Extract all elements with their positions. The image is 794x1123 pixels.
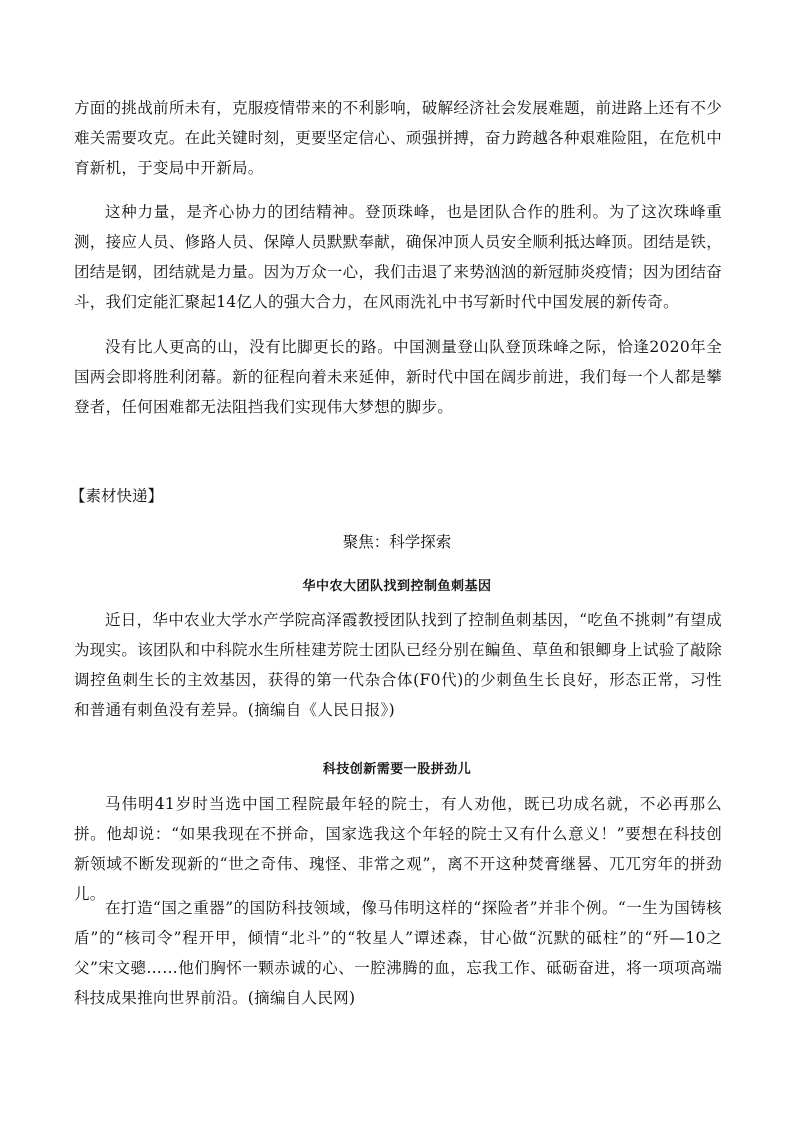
paragraph-challenges: 方面的挑战前所未有，克服疫情带来的不利影响，破解经济社会发展难题，前进路上还有不少难关需要攻克。在此关键时刻，更要坚定信心、顽强拼搏，奋力跨越各种艰难险阻，在危机中育新机，于变局中开新局。: [74, 99, 722, 177]
article1-body: 近日，华中农业大学水产学院高泽霞教授团队找到了控制鱼刺基因，“吃鱼不挑刺”有望成为现实。该团队和中科院水生所桂建芳院士团队已经分别在鳊鱼、草鱼和银鲫身上试验了敲除调控鱼刺生长的主效基因，获得的第一代杂合体(F0代)的少刺鱼生长良好，形态正常，习性和普通有刺鱼没有差异。(摘编自《人民日报》): [74, 611, 722, 719]
paragraph-unity: 这种力量，是齐心协力的团结精神。登顶珠峰，也是团队合作的胜利。为了这次珠峰重测，接应人员、修路人员、保障人员默默奉献，确保冲顶人员安全顺利抵达峰顶。团结是铁，团结是钢，团结就是力量。因为万众一心，我们击退了来势汹汹的新冠肺炎疫情；因为团结奋斗，我们定能汇聚起14亿人的强大合力，在风雨洗礼中书写新时代中国发展的新传奇。: [74, 203, 722, 311]
article2-body2: 在打造“国之重器”的国防科技领域，像马伟明这样的“探险者”并非个例。“一生为国铸核盾”的“核司令”程开甲，倾情“北斗”的“牧星人”谭述森，甘心做“沉默的砥柱”的“歼—10之父”宋文骢……他们胸怀一颗赤诚的心、一腔沸腾的血，忘我工作、砥砺奋进，将一项项高端科技成果推向世界前沿。(摘编自人民网): [74, 899, 722, 1007]
section-tag: 【素材快递】: [70, 487, 164, 505]
paragraph-mountain: 没有比人更高的山，没有比脚更长的路。中国测量登山队登顶珠峰之际，恰逢2020年全国两会即将胜利闭幕。新的征程向着未来延伸，新时代中国在阔步前进，我们每一个人都是攀登者，任何困难都无法阻挡我们实现伟大梦想的脚步。: [74, 338, 722, 416]
focus-title: 聚焦：科学探索: [342, 533, 452, 551]
article2-body1: 马伟明41岁时当选中国工程院最年轻的院士，有人劝他，既已功成名就，不必再那么拼。他却说：“如果我现在不拼命，国家选我这个年轻的院士又有什么意义！”要想在科技创新领域不断发现新的“世之奇伟、瑰怪、非常之观”，离不开这种焚膏继晷、兀兀穷年的拼劲儿。: [74, 795, 722, 903]
article1-title: 华中农大团队找到控制鱼刺基因: [302, 579, 492, 594]
article2-title: 科技创新需要一股拼劲儿: [322, 762, 472, 777]
